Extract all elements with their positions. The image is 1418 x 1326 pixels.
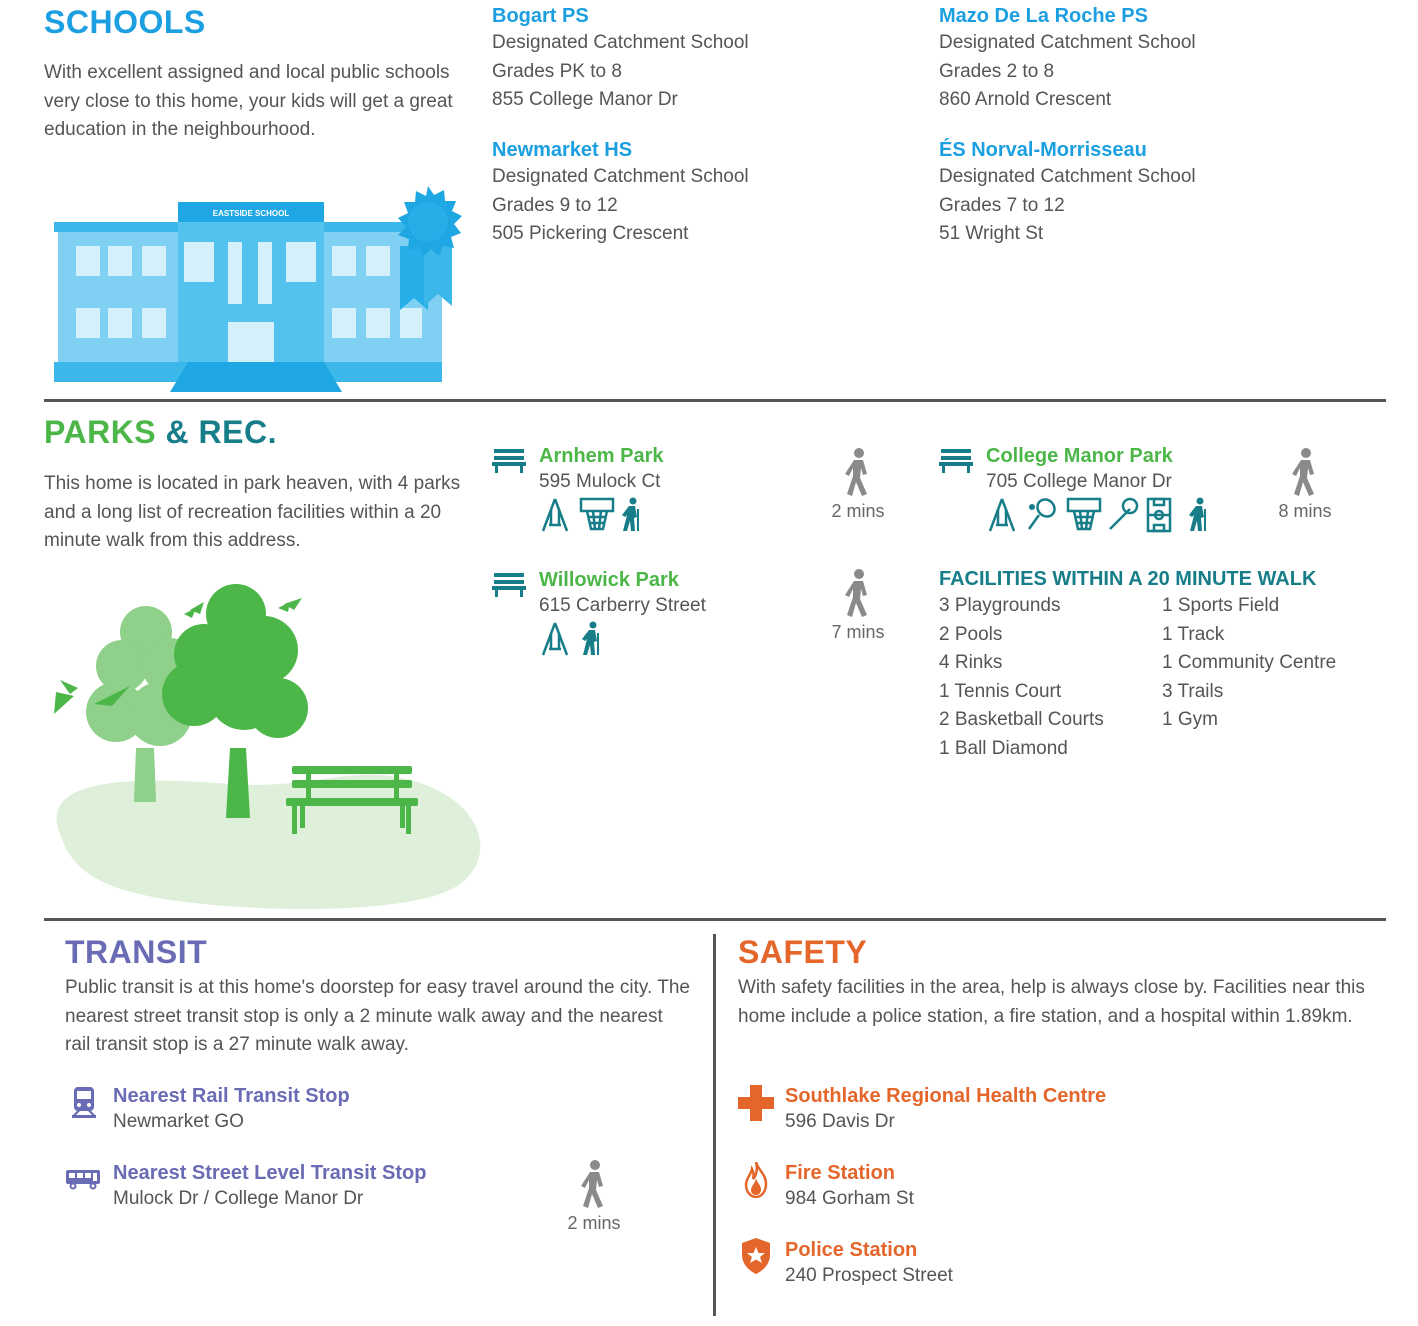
safety-address: 984 Gorham St (785, 1188, 914, 1209)
bench-icon (492, 571, 526, 597)
hospital-cross-icon (738, 1085, 774, 1121)
school-grades: Grades 7 to 12 (939, 194, 1065, 216)
sports-field-icon (1146, 497, 1178, 533)
facility-item: 1 Gym (1162, 709, 1218, 730)
safety-item (738, 1160, 1358, 1220)
walking-person-icon (841, 569, 875, 617)
school-type: Designated Catchment School (492, 166, 749, 187)
facility-item: 1 Ball Diamond (939, 737, 1068, 759)
parks-intro: This home is located in park heaven, with 4 parks and a long list of recreation facilities within a 20 minute walk from this address. (44, 473, 461, 551)
school-entry (492, 137, 912, 249)
facility-item: 1 Tennis Court (939, 680, 1062, 702)
school-type: Designated Catchment School (939, 166, 1196, 187)
facility-item: 4 Rinks (939, 652, 1003, 673)
school-grades: Grades PK to 8 (492, 60, 622, 82)
safety-name[interactable]: Southlake Regional Health Centre (785, 1085, 1107, 1107)
park-amenities (539, 621, 611, 657)
facility-item: 2 Basketball Courts (939, 709, 1104, 730)
walk-time (823, 569, 893, 643)
school-address: 505 Pickering Crescent (492, 223, 689, 244)
park-name[interactable]: Arnhem Park (539, 445, 664, 467)
walking-person-icon (841, 448, 875, 496)
walking-person-icon (577, 1160, 611, 1208)
school-grades: Grades 9 to 12 (492, 194, 618, 216)
parks-title (44, 414, 277, 451)
rail-transit-stop (65, 1083, 565, 1143)
park-address: 705 College Manor Dr (986, 471, 1172, 492)
safety-address: 596 Davis Dr (785, 1111, 895, 1132)
park-name[interactable]: Willowick Park (539, 569, 679, 591)
school-entry (939, 3, 1359, 115)
bench-icon (492, 447, 526, 473)
police-badge-icon (740, 1237, 772, 1275)
school-name[interactable]: Newmarket HS (492, 139, 633, 161)
school-entry (939, 137, 1359, 249)
school-entry (492, 3, 912, 115)
schools-intro: With excellent assigned and local public schools very close to this home, your kids will get a great education in the neighbourhood. (44, 62, 453, 140)
transit-title: TRANSIT (65, 934, 208, 970)
facility-item: 3 Trails (1162, 680, 1224, 702)
facility-item: 3 Playgrounds (939, 595, 1061, 616)
street-stop-label: Nearest Street Level Transit Stop (113, 1162, 427, 1184)
school-address: 51 Wright St (939, 223, 1044, 244)
schools-title: SCHOOLS (44, 4, 206, 40)
bench-icon (939, 447, 973, 473)
walk-time (559, 1160, 629, 1234)
safety-intro: With safety facilities in the area, help is always close by. Facilities near this home include a police station, a fire station, and a hospital within 1.89km. (738, 977, 1365, 1027)
school-name[interactable]: Bogart PS (492, 5, 589, 27)
walking-person-icon (1288, 448, 1322, 496)
facility-item: 1 Sports Field (1162, 595, 1280, 616)
tennis-icon (1026, 497, 1058, 533)
safety-name[interactable]: Police Station (785, 1239, 918, 1261)
facility-item: 1 Community Centre (1162, 652, 1337, 673)
transit-intro: Public transit is at this home's doorstep for easy travel around the city. The nearest street transit stop is only a 2 minute walk away and the nearest rail transit stop is a 27 minute walk away. (65, 977, 690, 1055)
school-type: Designated Catchment School (492, 32, 749, 53)
safety-item (738, 1083, 1358, 1143)
column-divider (713, 934, 716, 1316)
facilities-list-left (939, 592, 1159, 763)
school-name[interactable]: Mazo De La Roche PS (939, 5, 1148, 27)
section-divider (44, 918, 1386, 921)
walk-time-label: 8 mins (1278, 501, 1332, 521)
trail-icon (1186, 497, 1218, 533)
school-address: 860 Arnold Crescent (939, 89, 1112, 110)
school-name[interactable]: ÉS Norval-Morrisseau (939, 139, 1147, 161)
playground-icon (539, 621, 571, 657)
walk-time-label: 2 mins (567, 1213, 621, 1233)
baseball-icon (1106, 497, 1138, 533)
walk-time-label: 7 mins (831, 622, 885, 642)
safety-name[interactable]: Fire Station (785, 1162, 896, 1184)
trail-icon (619, 497, 651, 533)
walk-time (1270, 448, 1340, 522)
basketball-icon (579, 497, 611, 533)
safety-title: SAFETY (738, 934, 868, 970)
trail-icon (579, 621, 611, 657)
basketball-icon (1066, 497, 1098, 533)
facilities-title: FACILITIES WITHIN A 20 MINUTE WALK (939, 568, 1317, 590)
park-illustration (50, 584, 490, 910)
safety-item (738, 1237, 1358, 1297)
parks-title-rec: & REC. (156, 414, 277, 450)
walk-time (823, 448, 893, 522)
park-amenities (986, 497, 1218, 533)
park-name[interactable]: College Manor Park (986, 445, 1173, 467)
school-building-illustration (52, 186, 472, 392)
park-address: 595 Mulock Ct (539, 471, 661, 492)
park-address: 615 Carberry Street (539, 595, 706, 616)
facility-item: 2 Pools (939, 623, 1003, 645)
street-stop-name[interactable]: Mulock Dr / College Manor Dr (113, 1188, 364, 1209)
school-address: 855 College Manor Dr (492, 89, 678, 110)
rail-stop-name[interactable]: Newmarket GO (113, 1111, 244, 1132)
bus-icon (65, 1168, 101, 1190)
facility-item: 1 Track (1162, 623, 1225, 645)
rail-stop-label: Nearest Rail Transit Stop (113, 1085, 350, 1107)
walk-time-label: 2 mins (831, 501, 885, 521)
school-sign: EASTSIDE SCHOOL (212, 209, 290, 218)
fire-icon (744, 1160, 768, 1198)
park-amenities (539, 497, 651, 533)
train-icon (71, 1085, 97, 1119)
safety-address: 240 Prospect Street (785, 1265, 953, 1286)
street-transit-stop (65, 1160, 565, 1220)
playground-icon (986, 497, 1018, 533)
facilities-list-right (1162, 592, 1382, 735)
park-entry (939, 443, 1269, 543)
parks-title-parks: PARKS (44, 414, 157, 450)
school-type: Designated Catchment School (939, 32, 1196, 53)
playground-icon (539, 497, 571, 533)
section-divider (44, 399, 1386, 402)
school-grades: Grades 2 to 8 (939, 60, 1055, 82)
